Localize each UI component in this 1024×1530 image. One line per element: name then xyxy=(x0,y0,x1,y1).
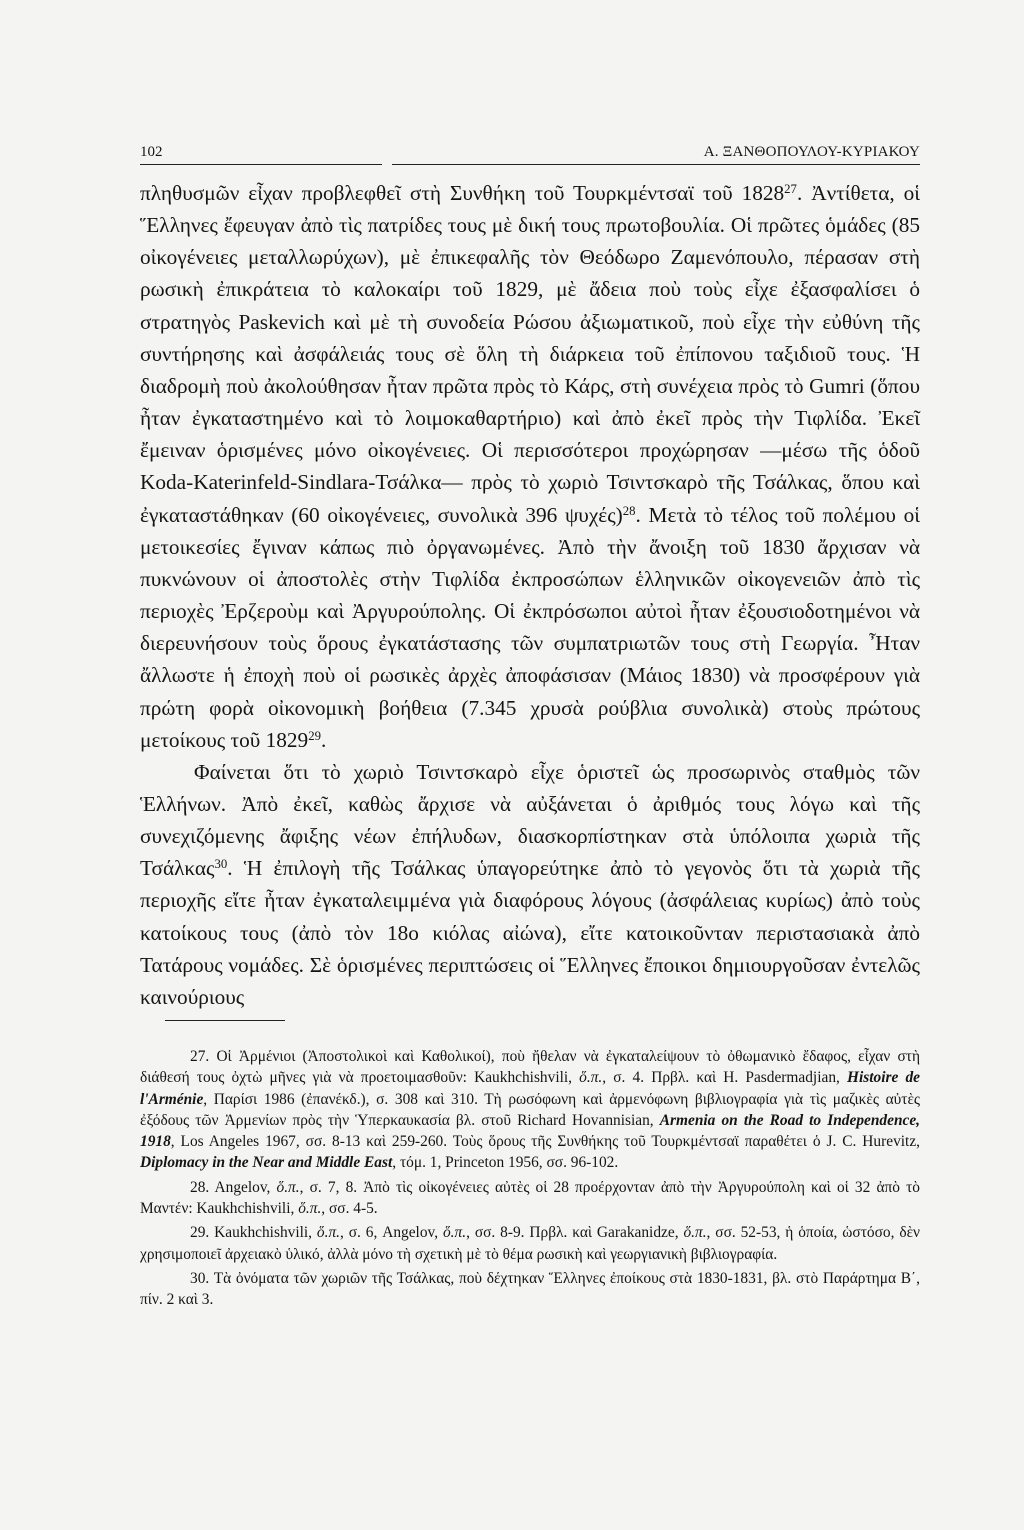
body-text xyxy=(140,177,920,1013)
book-title: Armenia on the Road to Independence, 1918 xyxy=(140,1111,921,1151)
footnotes xyxy=(140,1046,920,1314)
text-run: ὅ.π. xyxy=(683,1224,707,1242)
text-run: ὅ.π. xyxy=(276,1178,300,1196)
page-number: 102 xyxy=(140,144,163,160)
text-run: , Παρίσι 1986 (ἐπανέκδ.), σ. 308 καὶ 310. Τὴ ρωσόφωνη καὶ ἀρμενόφωνη βιβλιογραφία γιὰ τὶς μαζικὲς αὐτὲς ἐξόδους τῶν Ἀρμενίων πρὸς τὴν Ὑπερκαυκασία βλ. στοῦ Richard Hovannisian, xyxy=(140,1090,920,1129)
text-run: , τόμ. 1, Princeton 1956, σσ. 96-102. xyxy=(392,1154,619,1172)
running-head-author: Α. ΞΑΝΘΟΠΟΥΛΟΥ-ΚΥΡΙΑΚΟΥ xyxy=(703,144,920,160)
text-run: . Ἡ ἐπιλογὴ τῆς Τσάλκας ὑπαγορεύτηκε ἀπὸ τὸ γεγονὸς ὅτι τὰ χωριὰ τῆς περιοχῆς εἴτε ἦταν ἐγκαταλειμμένα γιὰ διαφόρους λόγους (ἀσφάλειας κυρίως) ἀπὸ τοὺς κατοίκους τους (ἀπὸ τὸν 18ο κιόλας αἰώνα), εἴτε κατοικοῦνταν περιστασιακὰ ἀπὸ Τατάρους νομάδες. Σὲ ὁρισμένες περιπτώσεις οἱ Ἕλληνες ἔποικοι δημιουργοῦσαν ἐντελῶς καινούριους xyxy=(140,856,920,1009)
text-run: ὅ.π. xyxy=(316,1224,341,1242)
footnote-29 xyxy=(140,1222,920,1265)
text-run: . xyxy=(320,727,327,752)
text-run: ὅ.π. xyxy=(298,1200,322,1218)
footnote-27 xyxy=(140,1046,920,1174)
footnote-ref-29[interactable]: 29 xyxy=(308,728,321,743)
book-title: Histoire de l'Arménie xyxy=(140,1069,920,1108)
text-run: , σσ. 4-5. xyxy=(321,1200,378,1218)
header-rule-left xyxy=(140,164,382,165)
body-paragraph-1 xyxy=(140,177,920,756)
book-title: Diplomacy in the Near and Middle East xyxy=(140,1154,393,1172)
footnote-30 xyxy=(140,1268,920,1311)
footnote-ref-27[interactable]: 27 xyxy=(784,181,797,196)
text-run: , Los Angeles 1967, σσ. 8-13 καὶ 259-260. Τοὺς ὅρους τῆς Συνθήκης τοῦ Τουρκμέντσαϊ παραθέτει ὁ J. C. Hurevitz, xyxy=(170,1133,920,1151)
text-run: Φαίνεται ὅτι τὸ χωριὸ Τσιντσκαρὸ εἶχε ὁριστεῖ ὡς προσωρινὸς σταθμὸς τῶν Ἑλλήνων. Ἀπὸ ἐκεῖ, καθὼς ἄρχισε νὰ αὐξάνεται ὁ ἀριθμός τους λόγω καὶ τῆς συνεχιζόμενης ἄφιξης νέων ἐπήλυδων, διασκορπίστηκαν στὰ ὑπόλοιπα χωριὰ τῆς Τσάλκας xyxy=(140,759,920,881)
running-header xyxy=(140,140,920,164)
footnote-ref-28[interactable]: 28 xyxy=(622,503,636,518)
header-rule-right xyxy=(392,164,920,165)
text-run: 27. Οἱ Ἀρμένιοι (Ἀποστολικοὶ καὶ Καθολικοί), ποὺ ἤθελαν νὰ ἐγκαταλείψουν τὸ ὀθωμανικὸ ἔδαφος, εἶχαν στὴ διάθεσή τους ὀχτὼ μῆνες γιὰ νὰ προετοιμασθοῦν: Kaukhchishvili, xyxy=(140,1048,920,1087)
text-run: , σσ. 52-53, ἡ ὁποία, ὡστόσο, δὲν χρησιμοποιεῖ ἀρχειακὸ ὑλικό, ἀλλὰ μόνο τὴ σχετικὴ μὲ τὸ θέμα ρωσικὴ καὶ γεωργιανικὴ βιβλιογραφία. xyxy=(140,1224,921,1263)
text-run: . Ἀντίθετα, οἱ Ἕλληνες ἔφευγαν ἀπὸ τὶς πατρίδες τους μὲ δική τους πρωτοβουλία. Οἱ πρῶτες ὁμάδες (85 οἰκογένειες μεταλλωρύχων), μὲ ἐπικεφαλῆς τὸν Θεόδωρο Ζαμενόπουλο, πέρασαν στὴ ρωσικὴ ἐπικράτεια τὸ καλοκαίρι τοῦ 1829, μὲ ἄδεια ποὺ τοὺς εἶχε ἐξασφαλίσει ὁ στρατηγὸς Paskevich καὶ μὲ τὴ συνοδεία Ρώσου ἀξιωματικοῦ, ποὺ εἶχε τὴν εὐθύνη τῆς συντήρησης καὶ ἀσφάλειάς τους σὲ ὅλη τὴ διάρκεια τοῦ ἐπίπονου ταξιδιοῦ τους. Ἡ διαδρομὴ ποὺ ἀκολούθησαν ἦταν πρῶτα πρὸς τὸ Κάρς, στὴ συνέχεια πρὸς τὸ Gumri (ὅπου ἦταν ἐγκαταστημένο καὶ τὸ λοιμοκαθαρτήριο) καὶ ἀπὸ ἐκεῖ πρὸς τὴν Τιφλίδα. Ἐκεῖ ἔμειναν ὁρισμένες μόνο οἰκογένειες. Οἱ περισσότεροι προχώρησαν —μέσω τῆς ὁδοῦ Koda-Katerinfeld-Sindlara-Τσάλκα— πρὸς τὸ χωριὸ Τσιντσκαρὸ τῆς Τσάλκας, ὅπου καὶ ἐγκαταστάθηκαν (60 οἰκογένειες, συνολικὰ 396 ψυχές) xyxy=(140,181,920,527)
text-run: 30. Τὰ ὀνόματα τῶν χωριῶν τῆς Τσάλκας, ποὺ δέχτηκαν Ἕλληνες ἐποίκους στὰ 1830-1831, βλ. στὸ Παράρτημα Β΄, πίν. 2 καὶ 3. xyxy=(140,1269,920,1309)
text-run: ὅ.π. xyxy=(579,1069,603,1087)
text-run: . Μετὰ τὸ τέλος τοῦ πολέμου οἱ μετοικεσίες ἔγιναν κάπως πιὸ ὀργανωμένες. Ἀπὸ τὴν ἄνοιξη τοῦ 1830 ἄρχισαν νὰ πυκνώνουν οἱ ἀποστολὲς στὴν Τιφλίδα ἐκπροσώπων ἑλληνικῶν οἰκογενειῶν ἀπὸ τὶς περιοχὲς Ἐρζεροὺμ καὶ Ἀργυρούπολης. Οἱ ἐκπρόσωποι αὐτοὶ ἦταν ἐξουσιοδοτημένοι νὰ διερευνήσουν τοὺς ὅρους ἐγκατάστασης τῶν συμπατριωτῶν τους στὴ Γεωργία. Ἦταν ἄλλωστε ἡ ἐποχὴ ποὺ οἱ ρωσικὲς ἀρχὲς ἀποφάσισαν (Μάιος 1830) νὰ προσφέρουν γιὰ πρώτη φορὰ οἰκονομικὴ βοήθεια (7.345 χρυσὰ ρούβλια συνολικὰ) στοὺς πρώτους μετοίκους τοῦ 1829 xyxy=(140,502,920,752)
text-run: , σ. 4. Πρβλ. καὶ H. Pasdermadjian, xyxy=(602,1069,848,1087)
footnote-28 xyxy=(140,1177,920,1220)
text-run: 28. Angelov, xyxy=(190,1178,277,1196)
body-paragraph-2 xyxy=(140,756,920,1013)
footnote-separator xyxy=(165,1020,285,1021)
text-run: ὅ.π. xyxy=(442,1224,467,1242)
text-run: πληθυσμῶν εἶχαν προβλεφθεῖ στὴ Συνθήκη τοῦ Τουρκμέντσαϊ τοῦ 1828 xyxy=(140,181,785,205)
text-run: , σ. 6, Angelov, xyxy=(340,1224,443,1242)
text-run: , σσ. 8-9. Πρβλ. καὶ Garakanidze, xyxy=(466,1224,684,1242)
text-run: 29. Kaukhchishvili, xyxy=(190,1224,317,1242)
text-run: , σ. 7, 8. Ἀπὸ τὶς οἰκογένειες αὐτὲς οἱ 28 προέρχονταν ἀπὸ τὴν Ἀργυρούπολη καὶ οἱ 32 ἀπὸ τὸ Μαντέν: Kaukhchishvili, xyxy=(140,1178,920,1218)
footnote-ref-30[interactable]: 30 xyxy=(214,857,228,872)
